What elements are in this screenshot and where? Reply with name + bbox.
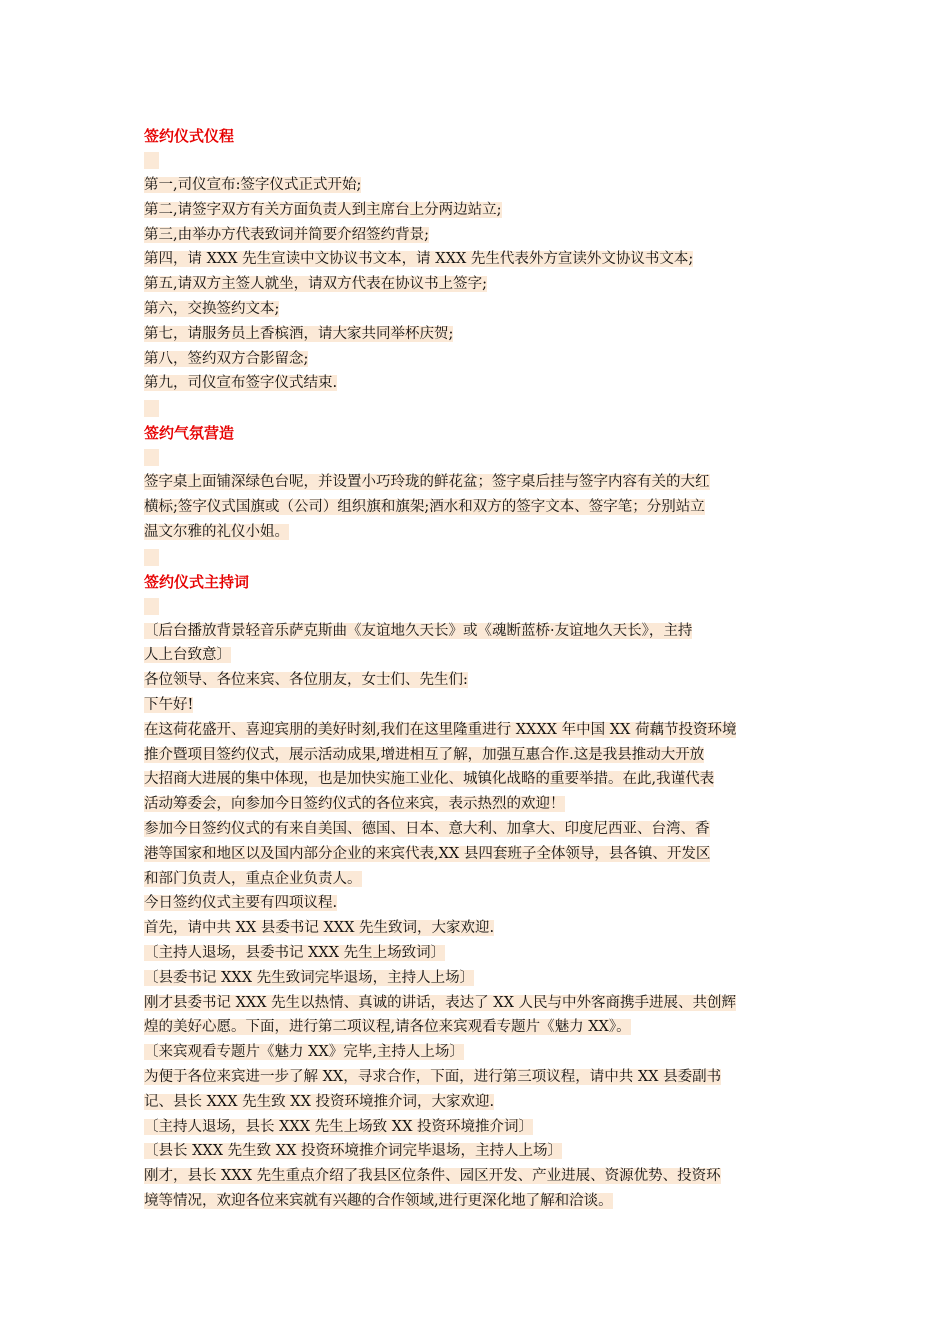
paragraph xyxy=(144,1065,810,1115)
paragraph xyxy=(144,198,810,223)
empty-paragraph-marker xyxy=(144,549,159,566)
paragraph xyxy=(144,297,810,322)
text-line: 参加今日签约仪式的有来自美国、德国、日本、意大利、加拿大、印度尼西亚、台湾、香 xyxy=(144,820,710,837)
paragraph xyxy=(144,619,810,669)
text-line: 刚才，县长 XXX 先生重点介绍了我县区位条件、园区开发、产业进展、资源优势、投资环 xyxy=(144,1168,721,1185)
text-line: 横标;签字仪式国旗或（公司）组织旗和旗架;酒水和双方的签字文本、签字笔；分别站立 xyxy=(144,498,705,515)
text-line: 第六，交换签约文本; xyxy=(144,300,280,317)
text-line: 〔来宾观看专题片《魅力 XX》完毕,主持人上场〕 xyxy=(144,1044,464,1061)
paragraph xyxy=(144,1040,810,1065)
paragraph xyxy=(144,470,810,544)
empty-paragraph-marker xyxy=(144,400,159,417)
text-line: 为便于各位来宾进一步了解 XX，寻求合作，下面，进行第三项议程，请中共 XX 县委副书 xyxy=(144,1068,722,1085)
paragraph xyxy=(144,223,810,248)
text-line: 〔主持人退场，县长 XXX 先生上场致 XX 投资环境推介词〕 xyxy=(144,1118,534,1135)
paragraph xyxy=(144,941,810,966)
text-line: 人上台致意〕 xyxy=(144,647,231,664)
paragraph xyxy=(144,693,810,718)
text-line: 和部门负责人，重点企业负责人。 xyxy=(144,870,362,887)
section-heading: 签约仪式主持词 xyxy=(144,572,250,591)
paragraph xyxy=(144,371,810,396)
paragraph xyxy=(144,718,810,817)
text-line: 记、县长 XXX 先生致 XX 投资环境推介词，大家欢迎. xyxy=(144,1093,495,1110)
empty-paragraph-marker xyxy=(144,449,159,466)
text-line: 首先，请中共 XX 县委书记 XXX 先生致词，大家欢迎. xyxy=(144,920,495,937)
text-line: 煌的美好心愿。下面，进行第二项议程,请各位来宾观看专题片《魅力 XX》。 xyxy=(144,1019,631,1036)
paragraph xyxy=(144,322,810,347)
paragraph xyxy=(144,347,810,372)
section-heading: 签约仪式仪程 xyxy=(144,127,235,145)
paragraph xyxy=(144,668,810,693)
paragraph xyxy=(144,891,810,916)
empty-paragraph-marker xyxy=(144,152,159,169)
paragraph xyxy=(144,272,810,297)
text-line: 各位领导、各位来宾、各位朋友，女士们、先生们: xyxy=(144,672,468,689)
text-line: 第七，请服务员上香槟酒，请大家共同举杯庆贺; xyxy=(144,325,454,342)
paragraph xyxy=(144,966,810,991)
text-line: 境等情况，欢迎各位来宾就有兴趣的合作领域,进行更深化地了解和洽谈。 xyxy=(144,1192,613,1209)
document-content xyxy=(144,124,810,1214)
empty-paragraph-marker xyxy=(144,598,159,615)
section-heading: 签约气氛营造 xyxy=(144,424,235,443)
text-line: 第一,司仪宣布:签字仪式正式开始; xyxy=(144,177,362,193)
text-line: 刚才县委书记 XXX 先生以热情、真诚的讲话，表达了 XX 人民与中外客商携手进展、共创辉 xyxy=(144,994,737,1011)
text-line: 〔后台播放背景轻音乐萨克斯曲《友谊地久天长》或《魂断蓝桥·友谊地久天长》，主持 xyxy=(144,622,693,639)
paragraph xyxy=(144,1115,810,1140)
text-line: 港等国家和地区以及国内部分企业的来宾代表,XX 县四套班子全体领导，县各镇、开发区 xyxy=(144,845,711,862)
text-line: 第四，请 XXX 先生宣读中文协议书文本，请 XXX 先生代表外方宣读外文协议书文本; xyxy=(144,251,694,268)
text-line: 第五,请双方主签人就坐，请双方代表在协议书上签字; xyxy=(144,276,487,293)
text-line: 〔县长 XXX 先生致 XX 投资环境推介词完毕退场，主持人上场〕 xyxy=(144,1143,563,1160)
paragraph xyxy=(144,817,810,891)
text-line: 第八，签约双方合影留念; xyxy=(144,350,309,367)
paragraph xyxy=(144,247,810,272)
paragraph xyxy=(144,1139,810,1164)
paragraph xyxy=(144,991,810,1041)
text-line: 推介暨项目签约仪式，展示活动成果,增进相互了解，加强互惠合作.这是我县推动大开放 xyxy=(144,746,705,763)
text-line: 〔主持人退场，县委书记 XXX 先生上场致词〕 xyxy=(144,944,446,961)
text-line: 第二,请签字双方有关方面负责人到主席台上分两边站立; xyxy=(144,201,502,218)
text-line: 大招商大进展的集中体现，也是加快实施工业化、城镇化战略的重要举措。在此,我谨代表 xyxy=(144,771,715,788)
text-line: 温文尔雅的礼仪小姐。 xyxy=(144,523,289,540)
text-line: 签字桌上面铺深绿色台呢，并设置小巧玲珑的鲜花盆；签字桌后挂与签字内容有关的大红 xyxy=(144,474,710,491)
text-line: 第三,由举办方代表致词并简要介绍签约背景; xyxy=(144,226,429,243)
text-line: 活动筹委会，向参加今日签约仪式的各位来宾，表示热烈的欢迎！ xyxy=(144,796,565,813)
paragraph xyxy=(144,173,810,198)
text-line: 第九，司仪宣布签字仪式结束. xyxy=(144,375,338,392)
text-line: 今日签约仪式主要有四项议程. xyxy=(144,895,338,912)
text-line: 下午好! xyxy=(144,696,194,713)
text-line: 在这荷花盛开、喜迎宾朋的美好时刻,我们在这里隆重进行 XXXX 年中国 XX 荷藕节投资环境 xyxy=(144,721,737,738)
paragraph xyxy=(144,916,810,941)
text-line: 〔县委书记 XXX 先生致词完毕退场，主持人上场〕 xyxy=(144,969,475,986)
paragraph xyxy=(144,1164,810,1214)
